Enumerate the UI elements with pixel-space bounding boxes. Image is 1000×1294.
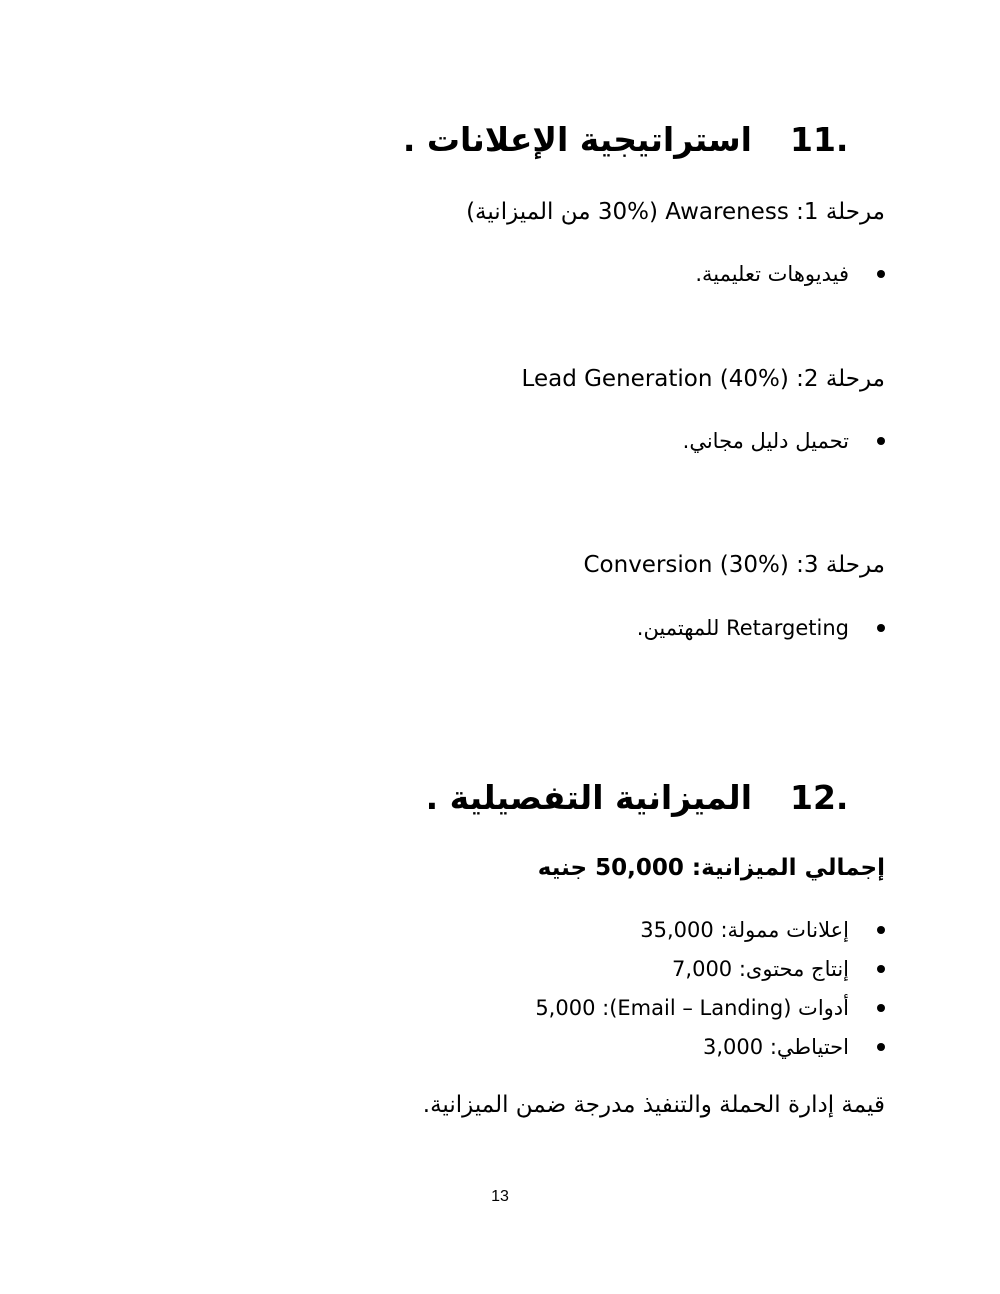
bullet-dot-icon — [877, 1004, 885, 1012]
stage-3-bullet-text: Retargeting للمهتمين. — [636, 616, 849, 640]
stage-2-bullet-item — [683, 426, 885, 456]
section-12-heading — [426, 776, 852, 820]
bullet-dot-icon — [877, 624, 885, 632]
section-12-title: الميزانية التفصيلية . — [425, 778, 752, 817]
stage-1-label: مرحلة 1: Awareness (30% من الميزانية) — [466, 199, 885, 225]
page-number: 13 — [491, 1188, 509, 1205]
bullet-dot-icon — [877, 1043, 885, 1051]
stage-1-bullet-item — [695, 259, 885, 289]
budget-item — [640, 915, 885, 945]
bullet-dot-icon — [877, 926, 885, 934]
stage-3-label: مرحلة 3: Conversion (30%) — [583, 552, 885, 578]
bullet-dot-icon — [877, 965, 885, 973]
budget-total: إجمالي الميزانية: 50,000 جنيه — [537, 855, 885, 881]
section-11-number: 11. — [790, 120, 849, 159]
stage-3-bullet-item — [637, 613, 885, 643]
budget-note: قيمة إدارة الحملة والتنفيذ مدرجة ضمن الميزانية. — [422, 1092, 885, 1118]
section-11-title: استراتيجية الإعلانات . — [402, 120, 752, 159]
stage-2-bullet-text: تحميل دليل مجاني. — [682, 429, 849, 453]
budget-item-text: احتياطي: 3,000 — [703, 1035, 849, 1059]
bullet-dot-icon — [877, 437, 885, 445]
stage-1-bullet-text: فيديوهات تعليمية. — [695, 262, 849, 286]
budget-item-text: إعلانات ممولة: 35,000 — [640, 918, 849, 942]
budget-item-text: إنتاج محتوى: 7,000 — [672, 957, 849, 981]
section-11-heading — [403, 118, 852, 162]
budget-item — [535, 993, 885, 1023]
budget-item-text: أدوات (Email – Landing): 5,000 — [535, 996, 849, 1020]
section-12-number: 12. — [790, 778, 849, 817]
budget-item — [703, 1032, 885, 1062]
budget-item — [672, 954, 885, 984]
bullet-dot-icon — [877, 270, 885, 278]
stage-2-label: مرحلة 2: Lead Generation (40%) — [521, 366, 885, 392]
